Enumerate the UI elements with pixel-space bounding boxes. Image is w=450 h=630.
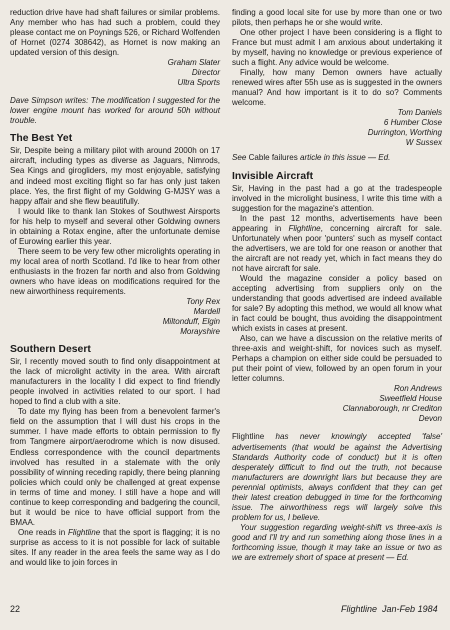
signature-tony-rex bbox=[10, 297, 220, 337]
letter-paragraph bbox=[10, 528, 220, 568]
text-run: , concerning aircraft for sale. Unfortunately when poor 'punters' such as myself contact the advertisers, we are told for one reason or another that the aircraft are not ready yet, which in fact means they do not have aircraft for sale. bbox=[232, 223, 442, 273]
letter-heading-invisible-aircraft: Invisible Aircraft bbox=[232, 170, 314, 182]
letter-paragraph: There seem to be very few other microlights operating in my local area of north Scotland. I'd like to hear from other enthusiasts in the frozen far north and also from Goldwing owners who have ideas on modifications required for the new airworthiness requirements. bbox=[10, 246, 220, 297]
signature-tom-daniels bbox=[232, 108, 442, 148]
signature-line: Graham Slater bbox=[167, 58, 220, 68]
letter-paragraph: Would the magazine consider a policy based on accepting advertising from suppliers only on the understanding that goods advertised are indeed available for sale? By adopting this method, we would all know what in fact could be bought, thus avoiding the disappointment which exists in cases at present. bbox=[232, 273, 442, 334]
signature-line: Tony Rex bbox=[186, 297, 220, 307]
letter-heading-best-yet: The Best Yet bbox=[10, 133, 73, 145]
article-reference: Cable failures bbox=[246, 153, 301, 163]
signature-line: Devon bbox=[418, 414, 442, 424]
text-run: that the sport is flagging; it is no surprise as access to it is not possible for lack of suitable sites. If any reader in the area feels the same way as I do and would like to join forces in bbox=[10, 527, 220, 568]
letter-continuation: finding a good local site for use by more than one or two pilots, then perhaps he or she would write. bbox=[232, 8, 442, 28]
signature-line: 6 Humber Close bbox=[383, 118, 442, 128]
letter-heading-southern-desert: Southern Desert bbox=[10, 344, 91, 356]
letter-paragraph: To date my flying has been from a benevolent farmer's field on the assumption that I will dust his crops in the summer. I have made efforts to obtain permission to fly from Tangmere airport/aerodrome which is now disused. Endless correspondence with the council departments involved has resulted in a stalemate with the only possibility of winning receding rapidly, there being planning policies which could only be challenged at great expense in terms of time and money. I still have a hope and will continue to keep corresponding and badgering the council, but it would be nice to have official support from the BMAA. bbox=[10, 407, 220, 527]
page-number: 22 bbox=[10, 604, 21, 614]
signature-line: Mardell bbox=[193, 307, 220, 317]
signature-line: Ultra Sports bbox=[177, 78, 220, 88]
signature-line: Clannaborough, nr Crediton bbox=[342, 404, 442, 414]
magazine-name: Flightline bbox=[341, 604, 378, 614]
editor-reply bbox=[232, 432, 442, 522]
signature-line: Durrington, Worthing bbox=[367, 128, 442, 138]
signature-line: Ron Andrews bbox=[393, 384, 442, 394]
letter-paragraph bbox=[232, 214, 442, 274]
signature-line: W Sussex bbox=[405, 138, 442, 148]
letter-paragraph: One other project I have been considering is a flight to France but must admit I am anxious about undertaking it by myself, having no knowledge or previous experience of such a flight. Any advice would be welcome. bbox=[232, 28, 442, 68]
letter-paragraph: Also, can we have a discussion on the relative merits of three-axis and weight-shift, for novices such as myself. Perhaps a champion on either side could be persuaded to put their point of view, followed by an open forum in your letter columns. bbox=[232, 334, 442, 384]
signature-line: Sweetfield House bbox=[379, 394, 442, 404]
editor-reply: Your suggestion regarding weight-shift vs three-axis is good and I'll try and run something along those lines in a forthcoming issue, though it may take an issue or two as we are extremely short of space at present — Ed. bbox=[232, 522, 442, 563]
letter-paragraph: Finally, how many Demon owners have actually renewed wires after 55h use as is suggested in the owners manual? And how important is it to do so? Comments welcome. bbox=[232, 68, 442, 108]
magazine-name: Flightline bbox=[288, 223, 321, 233]
text-run: See bbox=[232, 153, 247, 163]
letter-paragraph: I would like to thank Ian Stokes of Southwest Airsports for his help to myself and several other Goldwing owners in obtaining a Rotax engine, after the unfortunate demise of Eurowing earlier this year. bbox=[10, 206, 220, 246]
magazine-name: Flightline bbox=[232, 432, 265, 442]
signature-line: Tom Daniels bbox=[397, 108, 442, 118]
signature-ron-andrews bbox=[232, 384, 442, 424]
signature-graham-slater bbox=[10, 58, 220, 88]
issue-date: Jan-Feb 1984 bbox=[382, 604, 438, 614]
footer-issue bbox=[341, 603, 438, 615]
text-run: article in this issue — Ed. bbox=[300, 153, 391, 163]
signature-line: Miltonduff, Elgin bbox=[162, 317, 220, 327]
text-run: has never knowingly accepted 'false' advertisements (that would be against the Advertising Standards Authority code of conduct) but it is often desperately difficult to find out the truth, not because manufacturers are downright liars but because they are perennial optimists, always confident that they can get their latest creation debugged in time for the forthcoming issue. The airworthiness regs will largely solve this problem for us, I believe. bbox=[232, 432, 442, 522]
signature-line: Director bbox=[191, 68, 220, 78]
letter-paragraph: Sir, Having in the past had a go at the tradespeople involved in the microlight business, I write this time with a suggestion for the magazine's attention. bbox=[232, 183, 442, 213]
magazine-name: Flightline bbox=[67, 527, 101, 537]
letter-continuation: reduction drive have had shaft failures or similar problems. Any member who has had such a problem, could they please contact me on Poynings 526, or Richard Wolfenden of Hornet (0274 308642), as Hornet is now making an updated version of this design. bbox=[10, 8, 220, 58]
letter-paragraph: Sir, I recently moved south to find only disappointment at the lack of microlight activity in the area. With aircraft manufacturers in the locality I did expect to find friendly people involved in activities related to our sport. I had hoped to find a club with a site. bbox=[10, 357, 220, 407]
signature-line: Morayshire bbox=[180, 327, 220, 337]
text-run: In the past 12 months, advertisements have been appearing in bbox=[232, 213, 442, 233]
editor-note: Dave Simpson writes: The modification I suggested for the lower engine mount has worked for around 50h without trouble. bbox=[10, 96, 220, 126]
letter-paragraph: Sir, Despite being a military pilot with around 2000h on 17 aircraft, including types as diverse as Jaguars, Nimrods, Sea Kings and girogliders, my most enjoyable, satisfying and indeed most exciting flight so far has only just taken place. Yes, the first flight of my Goldwing G-MJSY was a happy affair and she flew beautifully. bbox=[10, 146, 220, 206]
right-column bbox=[232, 8, 442, 563]
text-run: One reads in bbox=[18, 527, 68, 537]
left-column bbox=[10, 8, 220, 568]
editor-note bbox=[232, 153, 442, 163]
